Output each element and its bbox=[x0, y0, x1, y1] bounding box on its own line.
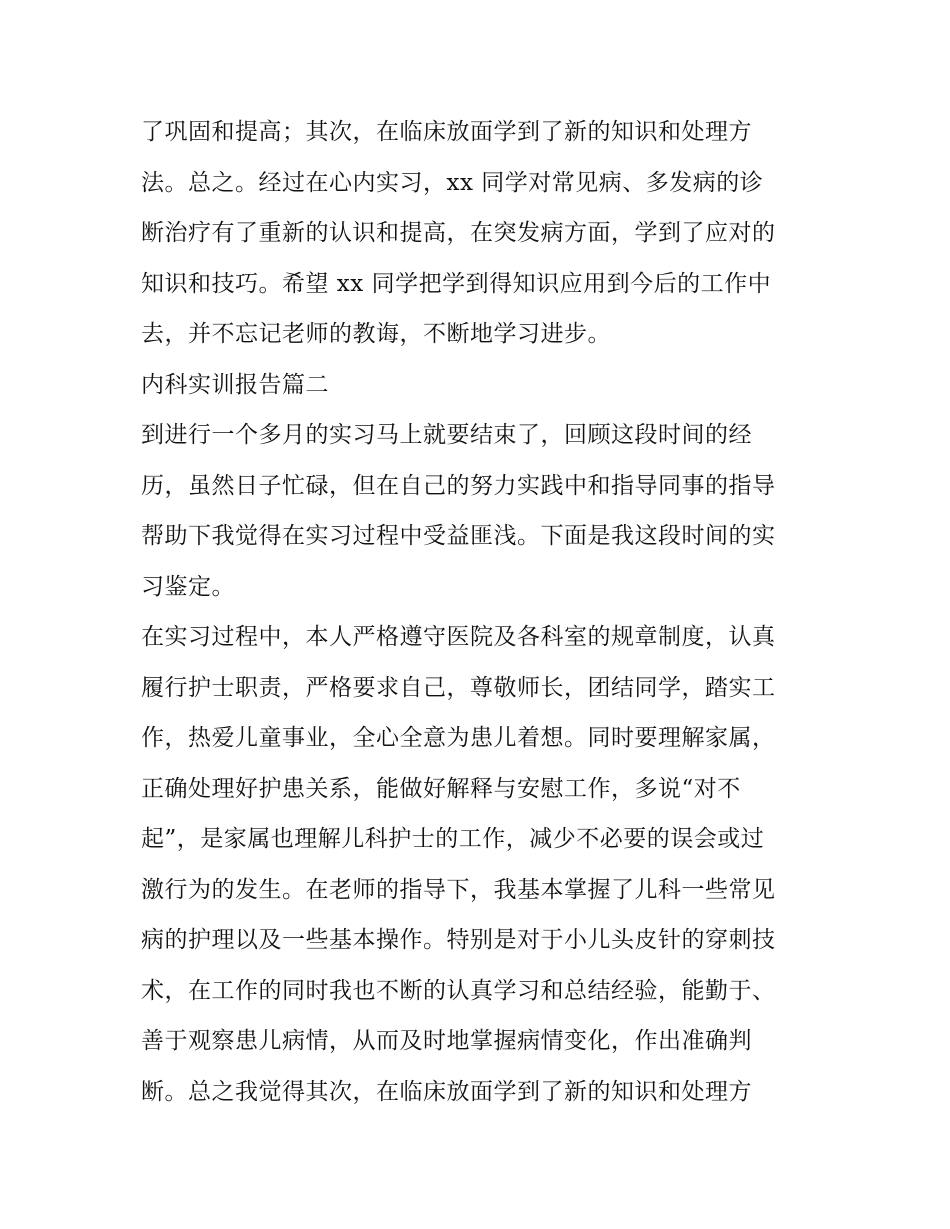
paragraph-line: 激行为的发生。在老师的指导下，我基本掌握了儿科一些常见 bbox=[141, 876, 776, 903]
paragraph-line: 到进行一个多月的实习马上就要结束了，回顾这段时间的经 bbox=[141, 422, 752, 448]
document-body bbox=[141, 107, 821, 1117]
paragraph-line: 知识和技巧。希望 xx 同学把学到得知识应用到今后的工作中 bbox=[141, 270, 772, 297]
section-heading: 内科实训报告篇二 bbox=[141, 371, 329, 398]
paragraph-line: 起”，是家属也理解儿科护士的工作，减少不必要的误会或过 bbox=[141, 826, 765, 852]
paragraph-line: 善于观察患儿病情，从而及时地掌握病情变化，作出准确判 bbox=[141, 1028, 752, 1054]
paragraph-line: 在实习过程中，本人严格遵守医院及各科室的规章制度，认真 bbox=[141, 624, 776, 650]
paragraph-line: 履行护士职责，严格要求自己，尊敬师长，团结同学，踏实工 bbox=[141, 674, 776, 701]
paragraph-line: 术，在工作的同时我也不断的认真学习和总结经验，能勤于、 bbox=[141, 977, 776, 1004]
paragraph-line: 断。总之我觉得其次，在临床放面学到了新的知识和处理方 bbox=[141, 1078, 752, 1105]
paragraph-line: 了巩固和提高；其次，在临床放面学到了新的知识和处理方 bbox=[141, 119, 752, 145]
paragraph-line: 习鉴定。 bbox=[141, 573, 235, 600]
paragraph-line: 正确处理好护患关系，能做好解释与安慰工作，多说“对不 bbox=[141, 775, 741, 802]
paragraph-line: 断治疗有了重新的认识和提高，在突发病方面，学到了应对的 bbox=[141, 220, 776, 246]
paragraph-line: 作，热爱儿童事业，全心全意为患儿着想。同时要理解家属， bbox=[141, 725, 776, 751]
paragraph-line: 帮助下我觉得在实习过程中受益匪浅。下面是我这段时间的实 bbox=[141, 523, 776, 549]
paragraph-line: 法。总之。经过在心内实习，xx 同学对常见病、多发病的诊 bbox=[141, 169, 764, 196]
paragraph-line: 去，并不忘记老师的教诲，不断地学习进步。 bbox=[141, 321, 611, 347]
paragraph-line: 病的护理以及一些基本操作。特别是对于小儿头皮针的穿刺技 bbox=[141, 927, 776, 953]
paragraph-line: 历，虽然日子忙碌，但在自己的努力实践中和指导同事的指导 bbox=[141, 472, 776, 499]
